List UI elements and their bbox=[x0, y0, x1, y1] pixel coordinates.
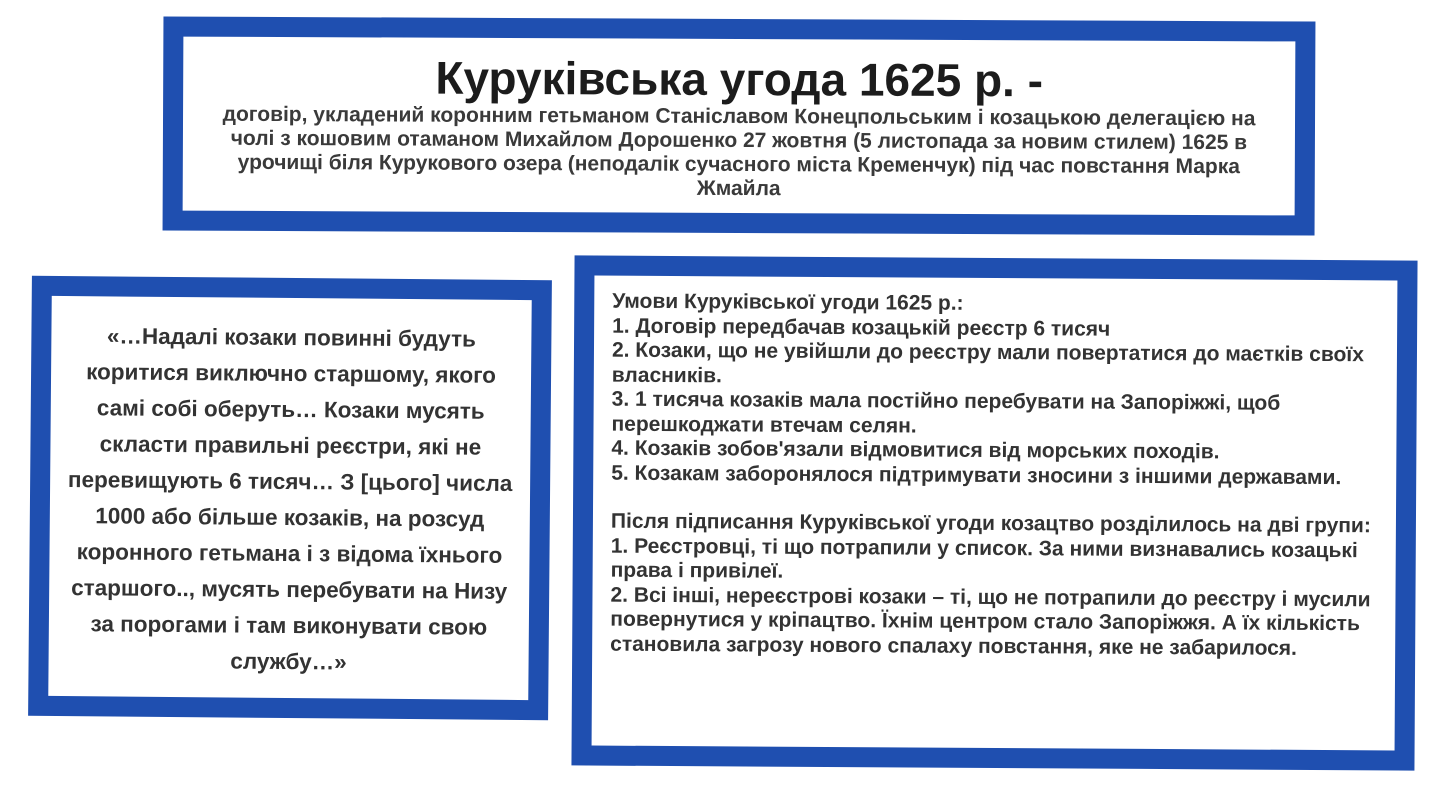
quote-text: «…Надалі козаки повинні будуть коритися виключно старшому, якого самі собі оберуть… Козаки мусять скласти правильні реєстри, які не перевищують 6 тисяч… З [цього] числа 1000 або більше козаків, на розсуд коронного гетьмана і з відома їхнього старшого.., мусять перебувати на Низу за порогами і там виконувати свою службу…» bbox=[67, 323, 513, 675]
group-item: 1. Реєстровці, ті що потрапили у список. За ними визнавались козацькі права і привілеї. bbox=[610, 534, 1358, 583]
condition-item: 5. Козакам заборонялося підтримувати зносини з іншими державами. bbox=[611, 461, 1342, 489]
condition-item: 2. Козаки, що не увійшли до реєстру мали повертатися до маєтків своїх власників. bbox=[611, 338, 1364, 387]
definition-box bbox=[163, 16, 1316, 235]
condition-item: 1. Договір передбачав козацькій реєстр 6 тисяч bbox=[612, 314, 1111, 341]
conditions-heading: Умови Куруківської угоди 1625 р.: bbox=[612, 289, 964, 315]
group-item: 2. Всі інші, нереєстрові козаки – ті, що не потрапили до реєстру і мусили повернутися у кріпацтво. Їхнім центром стало Запоріжжя. А їх кількість становила загрозу нового спалаху повстання, яке не забарилося. bbox=[610, 583, 1371, 660]
groups-heading: Після підписання Куруківської угоди козацтво розділилось на дві групи: bbox=[610, 509, 1371, 538]
conditions-text bbox=[610, 290, 1377, 662]
quote-box bbox=[28, 276, 552, 721]
condition-item: 3. 1 тисяча козаків мала постійно перебувати на Запоріжжі, щоб перешкоджати втечам селян. bbox=[611, 387, 1281, 438]
conditions-box bbox=[571, 255, 1417, 770]
definition-text: договір, укладений коронним гетьманом Станіславом Конецпольським і козацькою делегацією на чолі з кошовим отаманом Михайлом Дорошенко 27 жовтня (5 листопада за новим стилем) 1625 в урочищі біля Курукового озера (неподалік сучасного міста Кременчук) під час повстання Марка Жмайла bbox=[222, 102, 1256, 201]
condition-item: 4. Козаків зобов'язали відмовитися від морських походів. bbox=[611, 436, 1220, 464]
page-title: Куруківська угода 1625 р. - bbox=[435, 51, 1044, 107]
